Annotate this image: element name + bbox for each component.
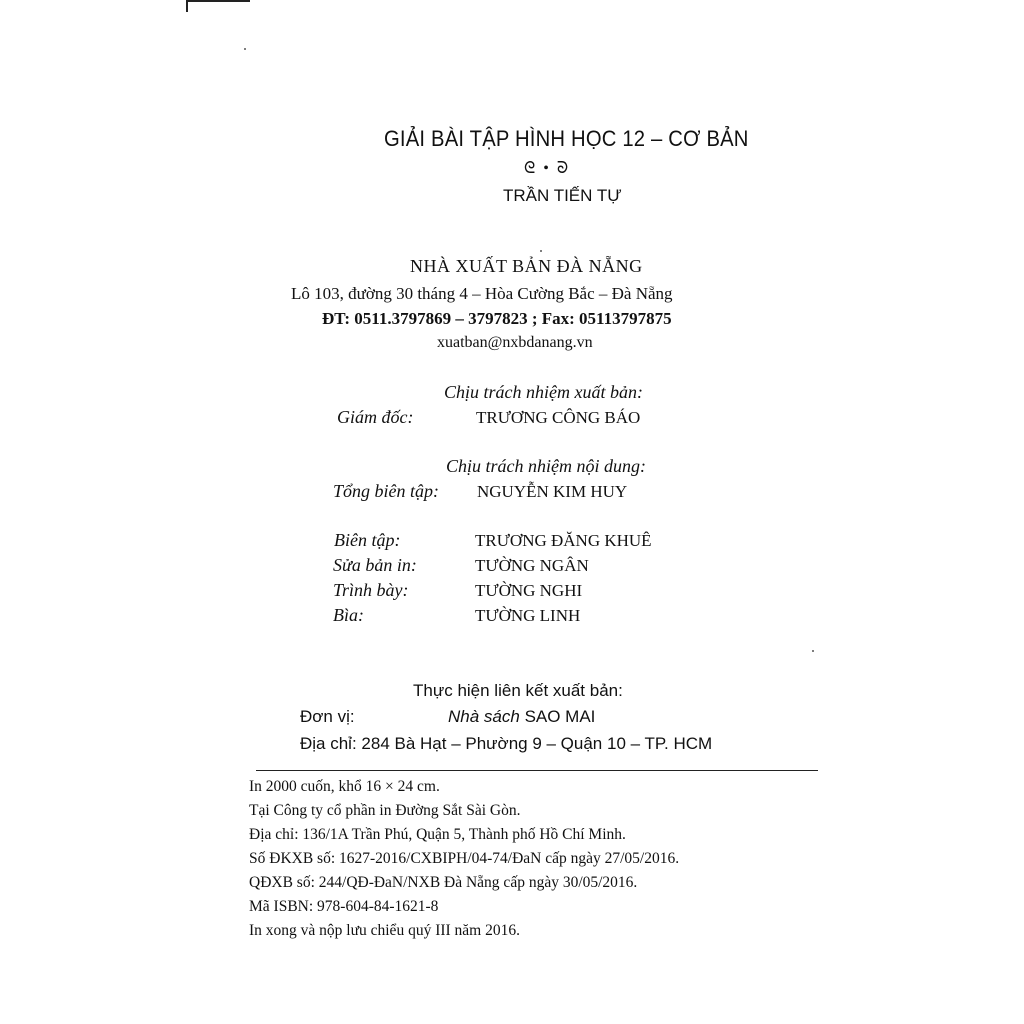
imprint-line: Số ĐKXB số: 1627-2016/CXBIPH/04-74/ĐaN cấp ngày 27/05/2016. bbox=[249, 850, 680, 867]
partner-heading: Thực hiện liên kết xuất bản: bbox=[413, 681, 623, 700]
imprint-divider bbox=[256, 770, 818, 771]
partner-unit-prefix: Nhà sách bbox=[448, 707, 520, 726]
staff-name: TƯỜNG NGÂN bbox=[475, 556, 589, 575]
imprint-line: Địa chỉ: 136/1A Trần Phú, Quận 5, Thành phố Hồ Chí Minh. bbox=[249, 826, 626, 843]
print-speck bbox=[244, 48, 246, 50]
publisher-address: Lô 103, đường 30 tháng 4 – Hòa Cường Bắc – Đà Nẵng bbox=[291, 284, 673, 303]
staff-name: TƯỜNG LINH bbox=[475, 606, 581, 625]
staff-label: Sửa bản in: bbox=[333, 555, 417, 575]
publisher-email: xuatban@nxbdanang.vn bbox=[437, 334, 593, 351]
chief-editor-label: Tổng biên tập: bbox=[333, 481, 439, 501]
publisher-phone: ĐT: 0511.3797869 – 3797823 ; Fax: 05113797875 bbox=[322, 309, 672, 328]
book-title: GIẢI BÀI TẬP HÌNH HỌC 12 – CƠ BẢN bbox=[384, 126, 749, 151]
print-speck bbox=[812, 650, 814, 652]
imprint-line: In xong và nộp lưu chiểu quý III năm 2016. bbox=[249, 922, 520, 939]
content-responsibility-heading: Chịu trách nhiệm nội dung: bbox=[446, 456, 646, 476]
imprint-line: Tại Công ty cổ phần in Đường Sắt Sài Gòn. bbox=[249, 802, 521, 819]
director-name: TRƯƠNG CÔNG BÁO bbox=[476, 408, 641, 427]
imprint-line: Mã ISBN: 978-604-84-1621-8 bbox=[249, 898, 439, 915]
publisher-name: NHÀ XUẤT BẢN ĐÀ NẴNG bbox=[410, 256, 643, 276]
staff-name: TƯỜNG NGHI bbox=[475, 581, 583, 600]
imprint-line: In 2000 cuốn, khổ 16 × 24 cm. bbox=[249, 778, 440, 795]
publishing-responsibility-heading: Chịu trách nhiệm xuất bản: bbox=[444, 382, 643, 402]
imprint-line: QĐXB số: 244/QĐ-ĐaN/NXB Đà Nẵng cấp ngày 30/05/2016. bbox=[249, 874, 638, 891]
ornament-divider: ᘓ • ᘐ bbox=[524, 160, 571, 177]
staff-label: Trình bày: bbox=[333, 580, 409, 600]
partner-unit-name: SAO MAI bbox=[524, 707, 596, 726]
staff-label: Bìa: bbox=[333, 605, 364, 625]
partner-unit bbox=[448, 707, 595, 727]
author-name: TRẦN TIẾN TỰ bbox=[503, 186, 622, 205]
director-label: Giám đốc: bbox=[337, 407, 414, 427]
print-speck bbox=[540, 250, 542, 252]
partner-unit-label: Đơn vị: bbox=[300, 707, 355, 726]
staff-name: TRƯƠNG ĐĂNG KHUÊ bbox=[475, 531, 652, 550]
partner-address: Địa chỉ: 284 Bà Hạt – Phường 9 – Quận 10 – TP. HCM bbox=[300, 734, 713, 753]
chief-editor-name: NGUYỄN KIM HUY bbox=[477, 482, 628, 501]
staff-label: Biên tập: bbox=[334, 530, 401, 550]
page-corner-mark bbox=[186, 0, 250, 12]
